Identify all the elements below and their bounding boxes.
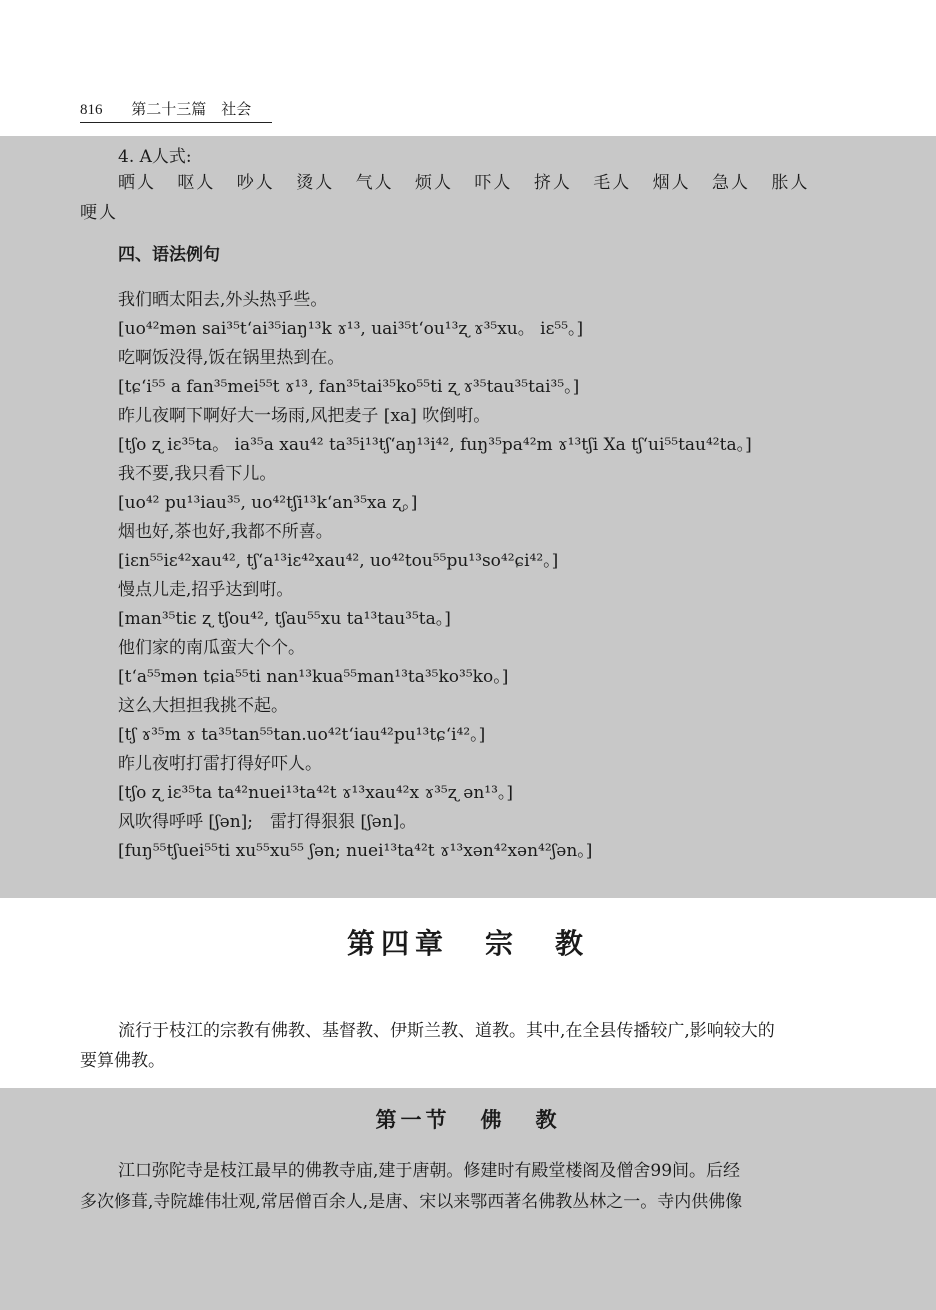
- grammar-heading: 四、语法例句: [118, 245, 220, 265]
- example-line: [iɛn⁵⁵iɛ⁴²xau⁴², tʃ‘a¹³iɛ⁴²xau⁴², uo⁴²tou⁵⁵pu¹³so⁴²ɕi⁴²。]: [118, 551, 559, 571]
- example-line: 慢点儿走,招乎达到咑。: [118, 580, 294, 600]
- example-line: [man³⁵tiɛ ʐ tʃou⁴², tʃau⁵⁵xu ta¹³tau³⁵ta。]: [118, 609, 451, 629]
- buddhism-paragraph-line1: 江口弥陀寺是枝江最早的佛教寺庙,建于唐朝。修建时有殿堂楼阁及僧舍99间。后经: [118, 1161, 741, 1181]
- section-word-1: 佛: [480, 1107, 506, 1132]
- example-line: 昨儿夜咑打雷打得好吓人。: [118, 754, 322, 774]
- chapter-word-1: 宗: [484, 927, 519, 960]
- example-line: 我不要,我只看下儿。: [118, 464, 277, 484]
- section-word-2: 教: [535, 1107, 561, 1132]
- example-line: [t‘a⁵⁵mən tɕia⁵⁵ti nan¹³kua⁵⁵man¹³ta³⁵ko³⁵ko。]: [118, 667, 509, 687]
- running-header: [80, 98, 272, 123]
- section-title: 第二十三篇 社会: [131, 100, 252, 118]
- page-number: 816: [80, 102, 103, 118]
- chapter-word-2: 教: [555, 927, 590, 960]
- example-line: 烟也好,茶也好,我都不所喜。: [118, 522, 333, 542]
- item-4-words-line2: 哽人: [80, 203, 118, 223]
- example-line: [tɕ‘i⁵⁵ a fan³⁵mei⁵⁵t ɤ¹³, fan³⁵tai³⁵ko⁵⁵ti ʐ ɤ³⁵tau³⁵tai³⁵。]: [118, 377, 580, 397]
- chapter-number: 第四章: [346, 927, 449, 960]
- buddhism-paragraph-line2: 多次修葺,寺院雄伟壮观,常居僧百余人,是唐、宋以来鄂西著名佛教丛林之一。寺内供佛像: [80, 1192, 743, 1212]
- example-line: 这么大担担我挑不起。: [118, 696, 288, 716]
- section-title: [0, 1104, 936, 1134]
- example-line: 我们晒太阳去,外头热乎些。: [118, 290, 328, 310]
- intro-paragraph-line2: 要算佛教。: [80, 1051, 165, 1071]
- chapter-title: [0, 922, 936, 962]
- example-line: [tʃo ʐ iɛ³⁵ta。 ia³⁵a xau⁴² ta³⁵i¹³tʃ‘aŋ¹³i⁴², fuŋ³⁵pa⁴²m ɤ¹³tʃi Xa tʃ‘ui⁵⁵tau⁴²ta。]: [118, 435, 752, 455]
- intro-paragraph-line1: 流行于枝江的宗教有佛教、基督教、伊斯兰教、道教。其中,在全县传播较广,影响较大的: [118, 1021, 775, 1041]
- example-line: [tʃ ɤ³⁵m ɤ ta³⁵tan⁵⁵tan.uo⁴²t‘iau⁴²pu¹³tɕ‘i⁴²。]: [118, 725, 486, 745]
- example-line: [uo⁴²mən sai³⁵t‘ai³⁵iaŋ¹³k ɤ¹³, uai³⁵t‘ou¹³ʐ ɤ³⁵xu。 iɛ⁵⁵。]: [118, 319, 584, 339]
- example-line: [tʃo ʐ iɛ³⁵ta ta⁴²nuei¹³ta⁴²t ɤ¹³xau⁴²x ɤ³⁵ʐ ən¹³。]: [118, 783, 514, 803]
- example-line: 昨儿夜啊下啊好大一场雨,风把麦子 [xa] 吹倒咑。: [118, 406, 491, 426]
- example-line: [uo⁴² pu¹³iau³⁵, uo⁴²tʃi¹³k‘an³⁵xa ʐ。]: [118, 493, 418, 513]
- example-line: [fuŋ⁵⁵tʃuei⁵⁵ti xu⁵⁵xu⁵⁵ ʃən; nuei¹³ta⁴²t ɤ¹³xən⁴²xən⁴²ʃən。]: [118, 841, 593, 861]
- example-line: 风吹得呼呼 [ʃən]; 雷打得狠狠 [ʃən]。: [118, 812, 417, 832]
- item-4-label: 4. A人式:: [118, 147, 192, 167]
- section-number: 第一节: [375, 1107, 451, 1132]
- example-line: 他们家的南瓜蛮大个个。: [118, 638, 305, 658]
- item-4-words-line1: 晒人 呕人 吵人 烫人 气人 烦人 吓人 挤人 毛人 烟人 急人 胀人: [118, 173, 810, 193]
- example-line: 吃啊饭没得,饭在锅里热到在。: [118, 348, 345, 368]
